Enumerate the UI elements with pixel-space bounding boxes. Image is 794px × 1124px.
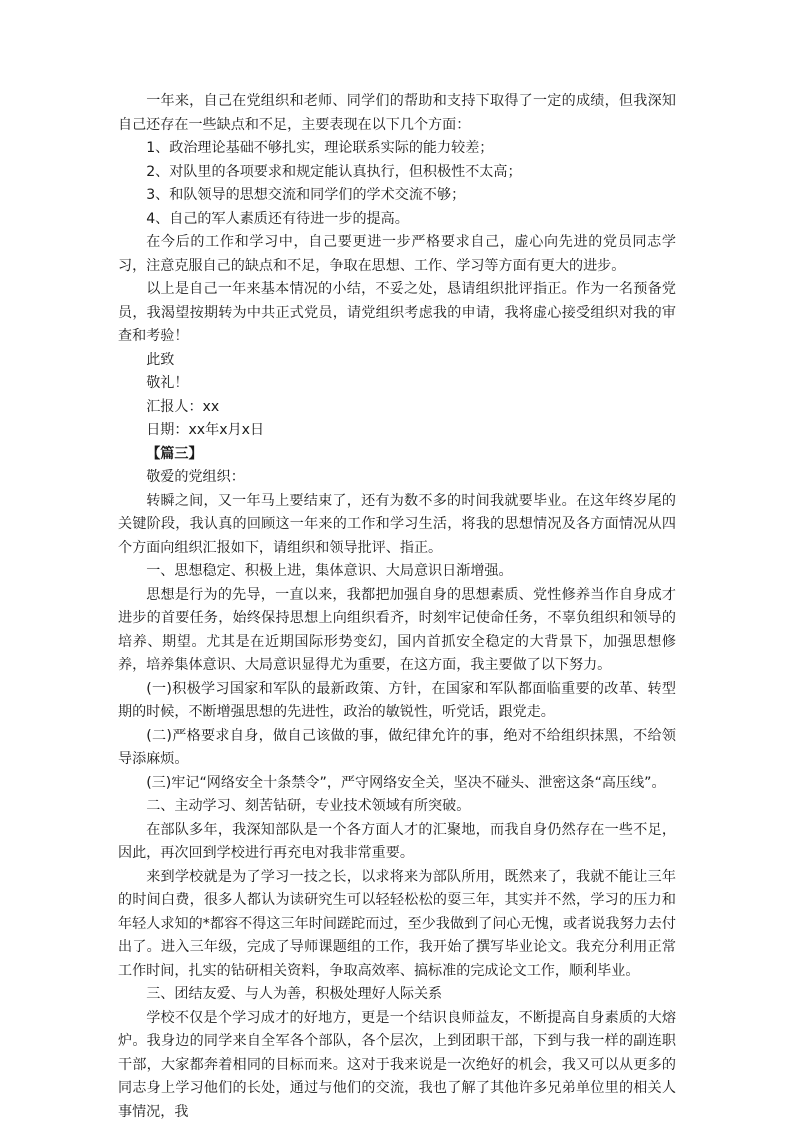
reporter-line: 汇报人：xx [118,396,676,420]
paragraph-thought: 思想是行为的先导，一直以来，我都把加强自身的思想素质、党性修养当作自身成才进步的首要任务，始终保持思想上向组织看齐，时刻牢记使命任务，不辜负组织和领导的培养、期望。尤其是在近期国际形势变幻，国内首抓安全稳定的大背景下，加强思想修养，培养集体意识、大局意识显得尤为重要，在这方面，我主要做了以下努力。 [118,584,676,678]
paragraph-intro: 一年来，自己在党组织和老师、同学们的帮助和支持下取得了一定的成绩，但我深知自己还存在一些缺点和不足，主要表现在以下几个方面： [118,90,676,137]
section-title: 【篇三】 [118,443,676,467]
paragraph-study: 来到学校就是为了学习一技之长，以求将来为部队所用，既然来了，我就不能让三年的时间白费，很多人都认为读研究生可以轻轻松松的耍三年，其实并不然，学习的压力和年轻人求知的*都容不得这三年时间蹉跎而过，至少我做到了问心无愧，或者说我努力去付出了。进入三年级，完成了导师课题组的工作，我开始了撰写毕业论文。我充分利用正常工作时间，扎实的钻研相关资料，争取高效率、搞标准的完成论文工作，顺利毕业。 [118,866,676,984]
paragraph-future: 在今后的工作和学习中，自己要更进一步严格要求自己，虚心向先进的党员同志学习，注意克服自己的缺点和不足，争取在思想、工作、学习等方面有更大的进步。 [118,231,676,278]
list-item-2: 2、对队里的各项要求和规定能认真执行，但积极性不太高； [118,161,676,185]
paragraph-opening: 转瞬之间，又一年马上要结束了，还有为数不多的时间我就要毕业。在这年终岁尾的关键阶段，我认真的回顾这一年来的工作和学习生活，将我的思想情况及各方面情况从四个方面向组织汇报如下，请组织和领导批评、指正。 [118,490,676,561]
closing-respect: 敬礼！ [118,372,676,396]
list-item-1: 1、政治理论基础不够扎实，理论联系实际的能力较差； [118,137,676,161]
paragraph-relations: 学校不仅是个学习成才的好地方，更是一个结识良师益友，不断提高自身素质的大熔炉。我身边的同学来自全军各个部队，各个层次，上到团职干部，下到与我一样的副连职干部，大家都奔着相同的目标而来。这对于我来说是一次绝好的机会，我又可以从更多的同志身上学习他们的长处，通过与他们的交流，我也了解了其他许多兄弟单位里的相关人事情况，我 [118,1007,676,1124]
paragraph-army: 在部队多年，我深知部队是一个各方面人才的汇聚地，而我自身仍然存在一些不足，因此，再次回到学校进行再充电对我非常重要。 [118,819,676,866]
date-line: 日期：xx年x月x日 [118,419,676,443]
subheading-1: 一、思想稳定、积极上进，集体意识、大局意识日渐增强。 [118,560,676,584]
paragraph-summary: 以上是自己一年来基本情况的小结，不妥之处，恳请组织批评指正。作为一名预备党员，我渴望按期转为中共正式党员，请党组织考虑我的申请，我将虚心接受组织对我的审查和考验！ [118,278,676,349]
greeting: 敬爱的党组织： [118,466,676,490]
list-item-3: 3、和队领导的思想交流和同学们的学术交流不够； [118,184,676,208]
subheading-2: 二、主动学习、刻苦钻研，专业技术领域有所突破。 [118,795,676,819]
point-3: (三)牢记“网络安全十条禁令”，严守网络安全关，坚决不碰头、泄密这条“高压线”。 [118,772,676,796]
closing-salutation: 此致 [118,349,676,373]
document-page [118,90,676,1124]
list-item-4: 4、自己的军人素质还有待进一步的提高。 [118,208,676,232]
subheading-3: 三、团结友爱、与人为善，积极处理好人际关系 [118,983,676,1007]
point-2: (二)严格要求自身，做自己该做的事，做纪律允许的事，绝对不给组织抹黑，不给领导添麻烦。 [118,725,676,772]
point-1: (一)积极学习国家和军队的最新政策、方针，在国家和军队都面临重要的改革、转型期的时候，不断增强思想的先进性，政治的敏锐性，听党话，跟党走。 [118,678,676,725]
